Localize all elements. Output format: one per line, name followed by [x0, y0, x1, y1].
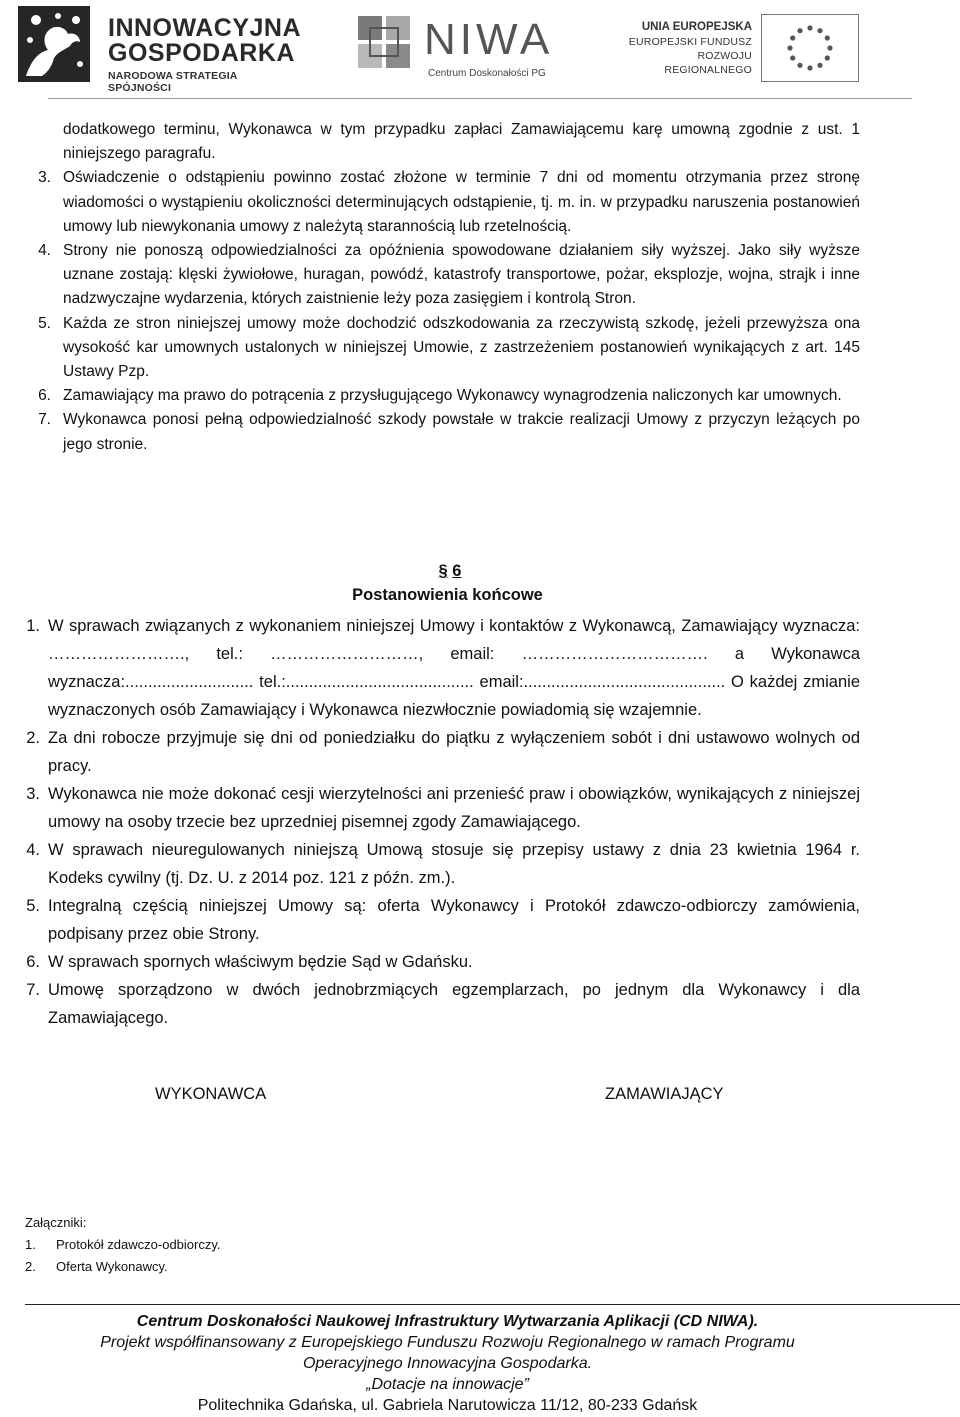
- attachments-title: Załączniki:: [25, 1215, 87, 1230]
- eu-logo-line3: ROZWOJU REGIONALNEGO: [664, 50, 752, 76]
- footer-line1: Centrum Doskonałości Naukowej Infrastruktury Wytwarzania Aplikacji (CD NIWA).: [136, 1313, 759, 1330]
- attachment-text: Protokół zdawczo-odbiorczy.: [56, 1237, 221, 1252]
- list-item: [25, 239, 860, 312]
- niwa-logo-subtitle: Centrum Doskonałości PG: [428, 68, 546, 79]
- section-symbol: §: [438, 562, 448, 580]
- eu-logo-line1: UNIA EUROPEJSKA: [641, 21, 752, 33]
- page-footer: [0, 1311, 895, 1416]
- attachments: [25, 1212, 221, 1278]
- attachment-number: 1.: [25, 1237, 36, 1252]
- innowacyjna-logo-line2: GOSPODARKA: [108, 39, 295, 67]
- section-title: Postanowienia końcowe: [352, 586, 543, 604]
- footer-line4: „Dotacje na innowacje”: [366, 1376, 529, 1393]
- signature-client: ZAMAWIAJĄCY: [605, 1085, 724, 1103]
- footer-line2: Projekt współfinansowany z Europejskiego Funduszu Rozwoju Regionalnego w ramach Programu: [100, 1334, 795, 1351]
- list-item: [25, 408, 860, 456]
- list-item-text: Zamawiający ma prawo do potrącenia z przysługującego Wykonawcy wynagrodzenia naliczonych kar umownych.: [63, 387, 842, 405]
- list-item: [18, 612, 860, 724]
- signature-contractor: WYKONAWCA: [155, 1085, 267, 1103]
- list-item-text: Oświadczenie o odstąpieniu powinno zostać złożone w terminie 7 dni od momentu otrzymania przez stronę wiadomości o wystąpieniu okoliczności determinujących odstąpienie, tj. m. in. w przypadku naruszenia postanowień umowy lub niewykonania umowy z należytą starannością lub rzetelnością.: [63, 169, 860, 235]
- list-item-text: Wykonawca nie może dokonać cesji wierzytelności ani przenieść praw i obowiązków, wynikających z niniejszej umowy na osoby trzecie bez uprzedniej pisemnej zgody Zamawiającego.: [48, 785, 860, 831]
- list-item: [18, 724, 860, 780]
- attachment-number: 2.: [25, 1259, 36, 1274]
- list-item: [25, 312, 860, 385]
- list-item-number: 3.: [26, 785, 40, 803]
- list-item-text: Wykonawca ponosi pełną odpowiedzialność szkody powstałe w trakcie realizacji Umowy z przyczyn leżących po jego stronie.: [63, 411, 860, 453]
- list-item-text: W sprawach związanych z wykonaniem niniejszej Umowy i kontaktów z Wykonawcą, Zamawiający wyznacza: ……………………., tel.: ………………………, email: ……………………………. a Wykonawca wyznacza:............................ tel.:......................................... email:............................................ O każdej zmianie wyznaczonych osób Zamawiający i Wykonawca niezwłocznie powiadomią się wzajemnie.: [48, 617, 860, 719]
- list-item: [18, 892, 860, 948]
- list-item: [18, 836, 860, 892]
- list-item-number: 7.: [26, 981, 40, 999]
- attachment-text: Oferta Wykonawcy.: [56, 1259, 168, 1274]
- list-item: [25, 384, 860, 408]
- header-divider: [48, 98, 912, 99]
- attachment-item: [25, 1234, 221, 1256]
- list-item-number: 6.: [38, 387, 51, 405]
- list-item-text: Za dni robocze przyjmuje się dni od poniedziałku do piątku z wyłączeniem sobót i dni ustawowo wolnych od pracy.: [48, 729, 860, 775]
- footer-line5: Politechnika Gdańska, ul. Gabriela Narutowicza 11/12, 80-233 Gdańsk: [197, 1397, 698, 1414]
- niwa-logo: [352, 8, 612, 88]
- niwa-logo-name: NIWA: [424, 15, 554, 64]
- eu-flag-icon: [761, 14, 859, 82]
- section-b: [18, 612, 860, 1032]
- list-item-text: W sprawach spornych właściwym będzie Sąd w Gdańsku.: [48, 953, 473, 971]
- list-item-text: W sprawach nieuregulowanych niniejszą Umową stosuje się przepisy ustawy z dnia 23 kwietnia 1964 r. Kodeks cywilny (tj. Dz. U. z 2014 poz. 121 z późn. zm.).: [48, 841, 860, 887]
- list-item: [25, 166, 860, 239]
- niwa-emblem-icon: [352, 8, 418, 84]
- header-logo-bar: [0, 0, 960, 96]
- list-item-number: 4.: [26, 841, 40, 859]
- list-item-text: Każda ze stron niniejszej umowy może dochodzić odszkodowania za rzeczywistą szkodę, jeżeli przewyższa ona wysokość kar umownych ustalonych w niniejszej Umowie, z zastrzeżeniem postanowień wynikających z art. 145 Ustawy Pzp.: [63, 314, 860, 381]
- section-a: [25, 118, 860, 457]
- section-number-value: 6: [452, 562, 462, 580]
- list-item-number: 5.: [26, 897, 40, 915]
- list-item-number: 1.: [26, 617, 40, 635]
- list-item-number: 2.: [26, 729, 40, 747]
- list-item-number: 5.: [38, 314, 51, 332]
- list-item-text: Strony nie ponoszą odpowiedzialności za opóźnienia spowodowane działaniem siły wyższej. Jako siły wyższe uznane zostają: klęski żywiołowe, huragan, powódź, katastrofy transportowe, pożar, eksplozje, wojna, strajk i inne nadzwyczajne wydarzenia, których zaistnienie leży poza zasięgiem i kontrolą Stron.: [63, 242, 860, 308]
- footer-divider: [25, 1304, 960, 1305]
- footer-line3: Operacyjnego Innowacyjna Gospodarka.: [302, 1355, 593, 1372]
- innowacyjna-gospodarka-logo: [18, 6, 302, 94]
- eu-fund-logo: [620, 14, 950, 94]
- list-item-text: Umowę sporządzono w dwóch jednobrzmiących egzemplarzach, po jednym dla Wykonawcy i dla Zamawiającego.: [48, 981, 860, 1027]
- attachment-item: [25, 1256, 221, 1278]
- list-item-number: 7.: [38, 411, 51, 429]
- list-item: [18, 780, 860, 836]
- innowacyjna-emblem-icon: [18, 6, 90, 82]
- list-item-number: 6.: [26, 953, 40, 971]
- section-number: [420, 562, 480, 581]
- eu-logo-line2: EUROPEJSKI FUNDUSZ: [628, 36, 752, 48]
- list-item-number: 4.: [38, 242, 51, 260]
- list-item: [18, 948, 860, 976]
- list-item-text: Integralną częścią niniejszej Umowy są: oferta Wykonawcy i Protokół zdawczo-odbiorczy zamówienia, podpisany przez obie Strony.: [48, 897, 860, 943]
- list-item: [18, 976, 860, 1032]
- continuation-paragraph: dodatkowego terminu, Wykonawca w tym przypadku zapłaci Zamawiającemu karę umowną zgodnie z ust. 1 niniejszego paragrafu.: [63, 121, 860, 163]
- innowacyjna-logo-line1: INNOWACYJNA: [108, 14, 302, 42]
- list-item-number: 3.: [38, 169, 51, 187]
- innowacyjna-logo-line3: NARODOWA STRATEGIA SPÓJNOŚCI: [108, 70, 238, 94]
